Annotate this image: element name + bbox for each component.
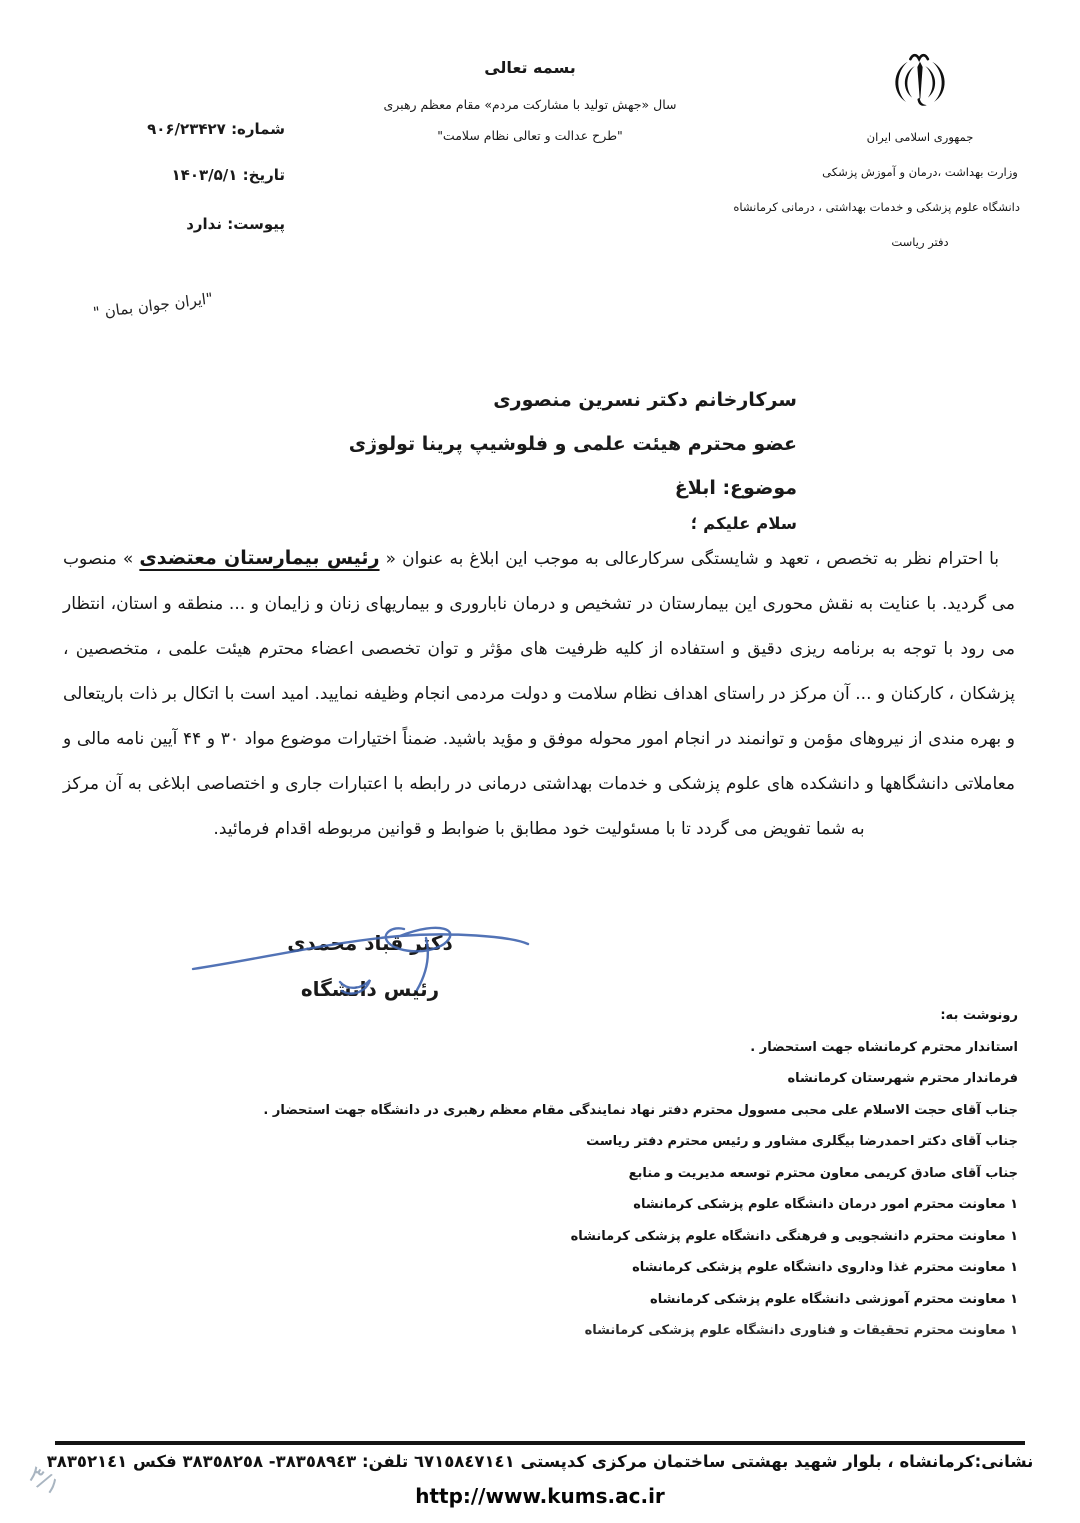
letter-date-row xyxy=(85,152,285,198)
cc-label: رونوشت به: xyxy=(940,1008,1018,1023)
footer-website-url: http://www.kums.ac.ir xyxy=(415,1484,665,1508)
org-university-line: دانشگاه علوم پزشکی و خدمات بهداشتی ، درمانی کرمانشاه xyxy=(733,200,1020,214)
cc-block xyxy=(263,1000,1018,1338)
cc-item: استاندار محترم کرمانشاه جهت استحضار . xyxy=(750,1039,1018,1055)
cc-item-clipped: ۱ معاونت محترم تحقیقات و فناوری دانشگاه علوم پزشکی کرمانشاه xyxy=(584,1323,1018,1338)
youth-slogan-watermark: "ایران جوان بمان " xyxy=(92,289,214,322)
iran-emblem-icon xyxy=(892,50,948,112)
cc-item: جناب آقای صادق کریمی معاون محترم توسعه مدیریت و منابع xyxy=(628,1165,1018,1181)
letter-number-row xyxy=(85,106,285,152)
letter-date-label: تاریخ: xyxy=(242,166,285,184)
cc-item: ۱ معاونت محترم دانشجویی و فرهنگی دانشگاه علوم پزشکی کرمانشاه xyxy=(570,1228,1018,1244)
besmele-text: بسمه تعالی xyxy=(484,58,576,77)
signature-block xyxy=(215,920,525,1012)
letter-attachment-value: ندارد xyxy=(186,215,222,233)
cc-item: جناب آقای دکتر احمدرضا بیگلری مشاور و رئیس محترم دفتر ریاست xyxy=(586,1134,1018,1149)
appointment-title: رئیس بیمارستان معتضدی xyxy=(139,547,380,569)
org-office-line: دفتر ریاست xyxy=(891,235,949,249)
cc-item: ۱ معاونت محترم غذا وداروی دانشگاه علوم پزشکی کرمانشاه xyxy=(632,1260,1018,1275)
footer-address: نشانی:کرمانشاه ، بلوار شهید بهشتی ساختمان مرکزی کدپستی ٦٧١٥٨٤٧١٤١ تلفن: ٣٨٣٥٨٩٤٣- ٣٨٣٥٨٢٥٨ فکس ٣٨٣٥٢١٤١ xyxy=(46,1452,1034,1471)
greeting-line: سلام علیکم ؛ xyxy=(690,514,797,533)
body-paragraph xyxy=(63,536,1015,852)
cc-item: فرماندار محترم شهرستان کرمانشاه xyxy=(787,1071,1018,1086)
letter-attachment-label: پیوست: xyxy=(227,215,285,233)
cc-item: ۱ معاونت محترم آموزشی دانشگاه علوم پزشکی کرمانشاه xyxy=(650,1291,1018,1307)
letter-date-value: ۱۴۰۳/۵/۱ xyxy=(171,166,238,184)
org-ministry-line: وزارت بهداشت ،درمان و آموزش پزشکی xyxy=(822,165,1018,179)
recipient-name: سرکارخانم دکتر نسرین منصوری xyxy=(493,389,797,411)
page-number-mark: ۳/۱ xyxy=(23,1461,65,1501)
letter-number-label: شماره: xyxy=(231,120,285,138)
letter-attachment-row xyxy=(85,201,285,247)
org-country-line: جمهوری اسلامی ایران xyxy=(866,130,974,144)
plan-slogan: "طرح عدالت و تعالی نظام سلامت" xyxy=(437,128,623,143)
cc-item: ۱ معاونت محترم امور درمان دانشگاه علوم پزشکی کرمانشاه xyxy=(633,1197,1018,1212)
year-slogan: سال «جهش تولید با مشارکت مردم» مقام معظم رهبری xyxy=(383,97,677,112)
recipient-role: عضو محترم هیئت علمی و فلوشیپ پرینا تولوژی xyxy=(348,433,797,455)
subject-line: موضوع: ابلاغ xyxy=(674,477,797,499)
letter-meta xyxy=(85,106,285,247)
signature-title: رئیس دانشگاه xyxy=(300,977,440,1001)
letter-number-value: ۹۰۶/۲۳۴۲۷ xyxy=(147,120,226,138)
letterhead-org xyxy=(733,50,1020,260)
body-part1: با احترام نظر به تخصص ، تعهد و شایستگی سرکارعالی به موجب این ابلاغ به عنوان « xyxy=(379,549,999,569)
letterhead-center xyxy=(360,58,700,143)
cc-item: جناب آقای حجت الاسلام علی محبی مسوول محترم دفتر نهاد نمایندگی مقام معظم رهبری در دانشگاه جهت استحضار . xyxy=(263,1102,1018,1118)
footer-divider xyxy=(55,1441,1025,1445)
signature-name: دکتر قباد محمدی xyxy=(287,931,453,955)
body-part2: » منصوب می گردید. با عنایت به نقش محوری این بیمارستان در تشخیص و درمان ناباروری و بیماریهای زنان و زایمان و ... منطقه و استان، انتظار می رود با توجه به برنامه ریزی دقیق و استفاده از کلیه ظرفیت های مؤثر و توان تخصصی اعضاء محترم هیئت علمی ، متخصصین ، پزشکان ، کارکنان و ... آن مرکز در راستای اهداف نظام سلامت و دولت مردمی انجام وظیفه نمایید. امید است با اتکال بر ذات باریتعالی و بهره مندی از نیروهای مؤمن و توانمند در انجام امور محوله موفق و مؤید باشید. ضمناً اختیارات موضوع مواد ۳۰ و ۴۴ آیین نامه مالی و معاملاتی دانشگاهها و دانشکده های علوم پزشکی و خدمات بهداشتی درمانی در رابطه با اعتبارات جاری و اختصاصی ابلاغی به آن مرکز به شما تفویض می گردد تا با مسئولیت خود مطابق با ضوابط و قوانین مربوطه اقدام فرمائید. xyxy=(63,549,1015,839)
recipient-block xyxy=(349,378,797,533)
